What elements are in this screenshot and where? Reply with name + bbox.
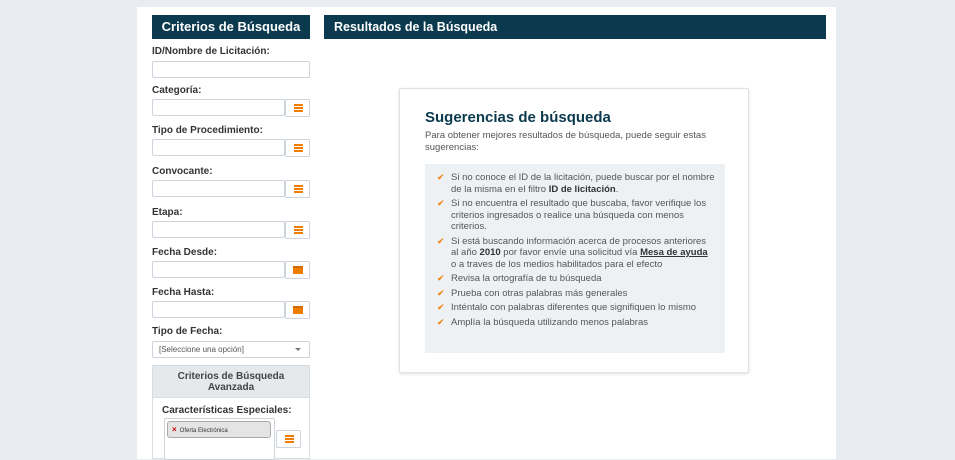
date-type-label: Tipo de Fecha: — [152, 326, 223, 337]
procedure-type-input[interactable] — [152, 139, 285, 156]
help-desk-link[interactable]: Mesa de ayuda — [640, 247, 708, 258]
list-icon — [294, 185, 303, 193]
tag-label: Oferta Electrónica — [179, 428, 228, 434]
category-list-button[interactable] — [285, 99, 310, 117]
remove-tag-icon[interactable]: × — [172, 425, 177, 434]
date-from-label: Fecha Desde: — [152, 247, 218, 258]
check-icon: ✔ — [437, 235, 445, 246]
check-icon: ✔ — [437, 316, 445, 327]
id-name-label: ID/Nombre de Licitación: — [152, 46, 270, 57]
date-type-selected-value: [Seleccione una opción] — [159, 345, 244, 354]
calendar-icon — [293, 266, 303, 274]
advanced-title-line2: Avanzada — [207, 382, 255, 393]
convener-label: Convocante: — [152, 166, 213, 177]
list-item: ✔ Revisa la ortografía de tu búsqueda — [437, 273, 602, 284]
category-label: Categoría: — [152, 85, 202, 96]
check-icon: ✔ — [437, 302, 445, 312]
category-input[interactable] — [152, 99, 285, 116]
list-item: ✔ Inténtalo con palabras diferentes que signifiquen lo mismo — [437, 302, 697, 313]
list-item: ✔ Si no encuentra el resultado que buscaba, favor verifique los criterios ingresados o realice una búsqueda con menos criterios. — [437, 198, 707, 232]
procedure-type-list-button[interactable] — [285, 139, 310, 157]
date-to-label: Fecha Hasta: — [152, 287, 215, 298]
date-from-input[interactable] — [152, 261, 285, 278]
list-icon — [294, 226, 303, 234]
page-container — [137, 7, 836, 459]
id-name-input[interactable] — [152, 61, 310, 78]
special-features-label: Características Especiales: — [162, 405, 292, 416]
list-item: ✔ Si está buscando información acerca de procesos anteriores al año 2010 por favor envíe una solicitud vía Mesa de ayuda o a traves de los medios habilitados para el efecto — [437, 235, 708, 270]
calendar-icon — [293, 306, 303, 314]
list-item: ✔ Amplía la búsqueda utilizando menos palabras — [437, 316, 648, 328]
check-icon: ✔ — [437, 172, 445, 182]
stage-label: Etapa: — [152, 207, 183, 218]
check-icon: ✔ — [437, 273, 445, 283]
date-type-select[interactable] — [152, 341, 310, 358]
search-criteria-header: Criterios de Búsqueda — [152, 15, 310, 39]
advanced-criteria-panel — [152, 365, 310, 459]
advanced-title-line1: Criterios de Búsqueda — [177, 371, 285, 382]
special-features-list-button[interactable] — [276, 430, 301, 448]
suggestions-list — [425, 164, 725, 353]
date-from-calendar-button[interactable] — [285, 261, 310, 279]
convener-input[interactable] — [152, 180, 285, 197]
check-icon: ✔ — [437, 198, 445, 208]
stage-list-button[interactable] — [285, 221, 310, 239]
procedure-type-label: Tipo de Procedimiento: — [152, 125, 263, 136]
list-item: ✔ Si no conoce el ID de la licitación, puede buscar por el nombre de la misma en el filtro ID de licitación. — [437, 172, 715, 195]
special-features-input[interactable] — [164, 418, 275, 460]
list-icon — [294, 104, 303, 112]
stage-input[interactable] — [152, 221, 285, 238]
selected-tag — [167, 421, 271, 438]
list-icon — [285, 435, 294, 443]
list-item: ✔ Prueba con otras palabras más generales — [437, 287, 628, 299]
results-header: Resultados de la Búsqueda — [324, 15, 826, 39]
suggestions-intro: Para obtener mejores resultados de búsqueda, puede seguir estas sugerencias: — [425, 130, 706, 153]
search-suggestions-card — [399, 88, 749, 373]
date-to-input[interactable] — [152, 301, 285, 318]
date-to-calendar-button[interactable] — [285, 301, 310, 319]
convener-list-button[interactable] — [285, 180, 310, 198]
chevron-down-icon — [295, 348, 301, 351]
list-icon — [294, 144, 303, 152]
advanced-criteria-title — [153, 366, 309, 398]
check-icon: ✔ — [437, 287, 445, 298]
suggestions-title: Sugerencias de búsqueda — [425, 109, 611, 126]
